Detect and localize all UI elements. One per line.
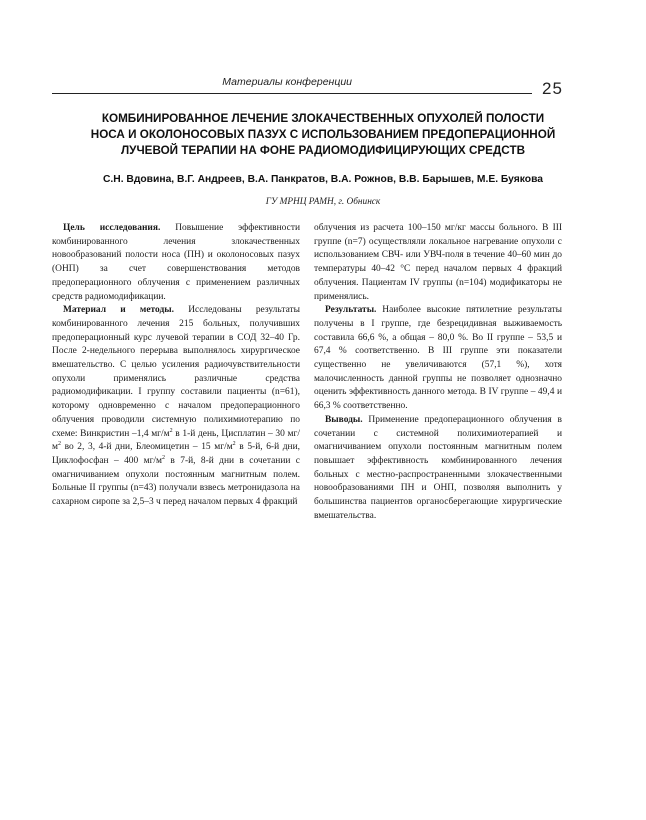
methods-text-3: во 2, 3, 4-й дни, Блеомицетин – 15 мг/м [60,442,233,453]
title-line-2: НОСА И ОКОЛОНОСОВЫХ ПАЗУХ С ИСПОЛЬЗОВАНИЕМ ПРЕДОПЕРАЦИОННОЙ [90,128,556,141]
methods-paragraph [52,304,300,510]
results-paragraph [314,304,562,414]
title-line-3: ЛУЧЕВОЙ ТЕРАПИИ НА ФОНЕ РАДИОМОДИФИЦИРУЮЩИХ СРЕДСТВ [120,144,526,157]
left-column [52,222,300,510]
results-heading: Результаты. [325,305,377,316]
conclusions-text: Применение предоперационного облучения в сочетании с системной полихимиотерапией и омагничиванием опухоли постоянным магнитным полем повышает эффективность комбинированного лечения больных с местно-распространенными злокачественными новообразованиями ПН и ОНП, позволяя выполнить у большинства пациентов органосберегающие хирургические вмешательства. [314,414,562,521]
header-rule [52,93,532,94]
methods-text-2: в 1-й день, Цисплатин – 30 мг/м [52,428,300,453]
aim-text: Повышение эффективности комбинированного лечения злокачественных новообразований полости носа (ПН) и околоносовых пазух (ОНП) за счет совершенствования методов предоперационного облучения с применением различных средств радиомодификации. [52,223,300,302]
methods-paragraph-continued: облучения из расчета 100–150 мг/кг массы больного. В III группе (n=7) осуществляли локальное нагревание опухоли с использованием СВЧ- или УВЧ-поля в течение 40–60 мин до температуры 40–42 °С перед началом первых 4 фракций облучения. Пациентам IV группы (n=104) модификаторы не применялись. [314,223,562,302]
page-number: 25 [542,79,563,98]
right-column [314,222,562,523]
superscript-2: 2 [57,441,61,448]
author-list: С.Н. Вдовина, В.Г. Андреев, В.А. Панкратов, В.А. Рожнов, В.В. Барышев, М.Е. Буякова [102,174,544,185]
superscript-2: 2 [232,441,236,448]
results-text: Наиболее высокие пятилетние результаты получены в I группе, где безрецидивная выживаемость составила 66,6 %, а общая – 80,0 %. Во II группе – 53,5 и 67,4 % соответственно. В III группе эти показатели существенно не увеличиваются (57,1 %), хотя малочисленность данной группы не позволяет однозначно оценить эффективность данного метода. В IV группе – 49,4 и 66,3 % соответственно. [314,305,562,412]
superscript-2: 2 [169,427,173,434]
methods-text-1: Исследованы результаты комбинированного лечения 215 больных, получивших предоперационный курс лучевой терапии в СОД 32–40 Гр. После 2-недельного перерыва выполнялось хирургическое вмешательство. С целью усиления радиочувствительности опухоли применялись различные средства радиомодификации. I группу составили пациенты (n=61), которому одновременно с началом предоперационного облучения проводили системную полихимиотерапию по схеме: Винкристин –1,4 мг/м [52,305,300,439]
methods-heading: Материал и методы. [63,305,174,316]
superscript-2: 2 [162,454,166,461]
article-title [40,111,606,159]
methods-text-5: в 7-й, 8-й дни в сочетании с омагничиванием опухоли постоянным магнитным полем. Больные II группы (n=43) получали взвесь метронидазола на сахарном сиропе за 2,5–3 ч перед началом первых 4 фракций [52,455,300,508]
conclusions-paragraph [314,414,562,524]
aim-paragraph [52,222,300,304]
title-line-1: КОМБИНИРОВАННОЕ ЛЕЧЕНИЕ ЗЛОКАЧЕСТВЕННЫХ ОПУХОЛЕЙ ПОЛОСТИ [101,112,545,125]
methods-text-4: в 5-й, 6-й дни, Циклофосфан – 400 мг/м [52,442,300,466]
aim-heading: Цель исследования. [63,223,161,233]
conclusions-heading: Выводы. [325,414,363,425]
affiliation: ГУ МРНЦ РАМН, г. Обнинск [265,197,381,207]
running-header: Материалы конференции [222,76,352,88]
